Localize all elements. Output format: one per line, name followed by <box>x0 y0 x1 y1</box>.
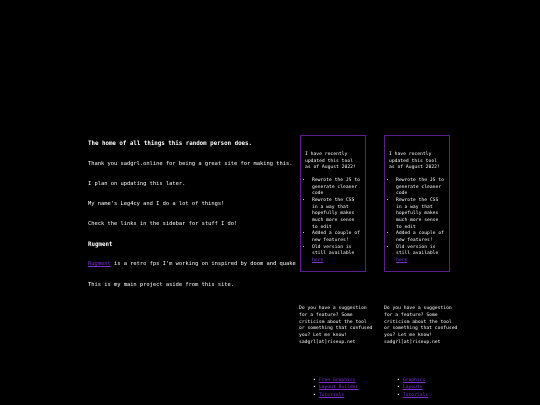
old-version-link[interactable]: here <box>396 258 408 264</box>
project-description <box>88 261 296 269</box>
aside-text: This is my main project aside from this site. <box>88 281 235 288</box>
sidebar-link-tutorials[interactable]: Tutorials <box>318 392 345 398</box>
sidebar-links-left <box>308 377 358 399</box>
project-link[interactable]: Rugment <box>88 261 111 268</box>
page-title: The home of all things this random person does. <box>88 141 253 147</box>
sidebar-item <box>397 392 428 399</box>
update-intro: I have recently updated this tool as of August 2022! <box>305 152 356 171</box>
update-item: • Added a couple of new features! <box>396 231 445 244</box>
update-box-left <box>300 135 366 272</box>
suggestion-text-left: Do you have a suggestion for a feature? Some criticism about the tool or something that confused you? Let me know! sadgrl[at]riseup.net <box>299 306 373 346</box>
thanks-text: Thank you sadgrl.online for being a great site for making this. <box>88 160 293 167</box>
main-content <box>88 140 296 302</box>
sidebar-item <box>313 384 358 391</box>
plan-text: I plan on updating this later. <box>88 180 186 187</box>
sidebar-link-tutorials[interactable]: Tutorials <box>402 392 429 398</box>
update-item: • Rewrote the JS to generate cleaner code <box>396 178 445 198</box>
update-item: • Rewrote the JS to generate cleaner code <box>312 178 361 198</box>
old-version-link[interactable]: here <box>312 258 324 264</box>
sidebar-link-graphics[interactable]: Graphics <box>402 378 426 383</box>
sidebar-link-free-graphics[interactable]: Free Graphics <box>318 378 356 383</box>
sidebar-item <box>313 392 358 399</box>
sidebar-item <box>313 377 358 384</box>
update-intro: I have recently updated this tool as of August 2022! <box>389 152 440 171</box>
update-list <box>305 178 361 265</box>
sidebar-link-layouts[interactable]: Layouts <box>402 385 423 391</box>
update-item: • Rewrote the CSS in a way that hopefully makes much more sense to edit <box>312 198 361 231</box>
old-version-text: Old version is still available <box>312 244 355 257</box>
update-item: • Rewrote the CSS in a way that hopefully makes much more sense to edit <box>396 198 445 231</box>
sidebar-links-right <box>392 377 428 399</box>
old-version-text: Old version is still available <box>396 244 439 257</box>
update-box-right <box>384 135 450 272</box>
project-description-text: is a retro fps I'm working on inspired by doom and quake <box>110 261 296 268</box>
update-item-old-version <box>312 245 361 265</box>
sidebar-link-layout-builder[interactable]: Layout Builder <box>318 385 359 391</box>
intro-text: My name's Leg4cy and I do a lot of things! <box>88 200 225 207</box>
update-list <box>389 178 445 265</box>
check-text: Check the links in the sidebar for stuff I do! <box>88 220 238 227</box>
sidebar-item <box>397 384 428 391</box>
project-heading: Rugment <box>88 241 113 248</box>
update-item-old-version <box>396 245 445 265</box>
sidebar-item <box>397 377 428 384</box>
suggestion-text-right: Do you have a suggestion for a feature? Some criticism about the tool or something that confused you? Let me know! sadgrl[at]riseup.net <box>384 306 458 346</box>
update-item: • Added a couple of new features! <box>312 231 361 244</box>
